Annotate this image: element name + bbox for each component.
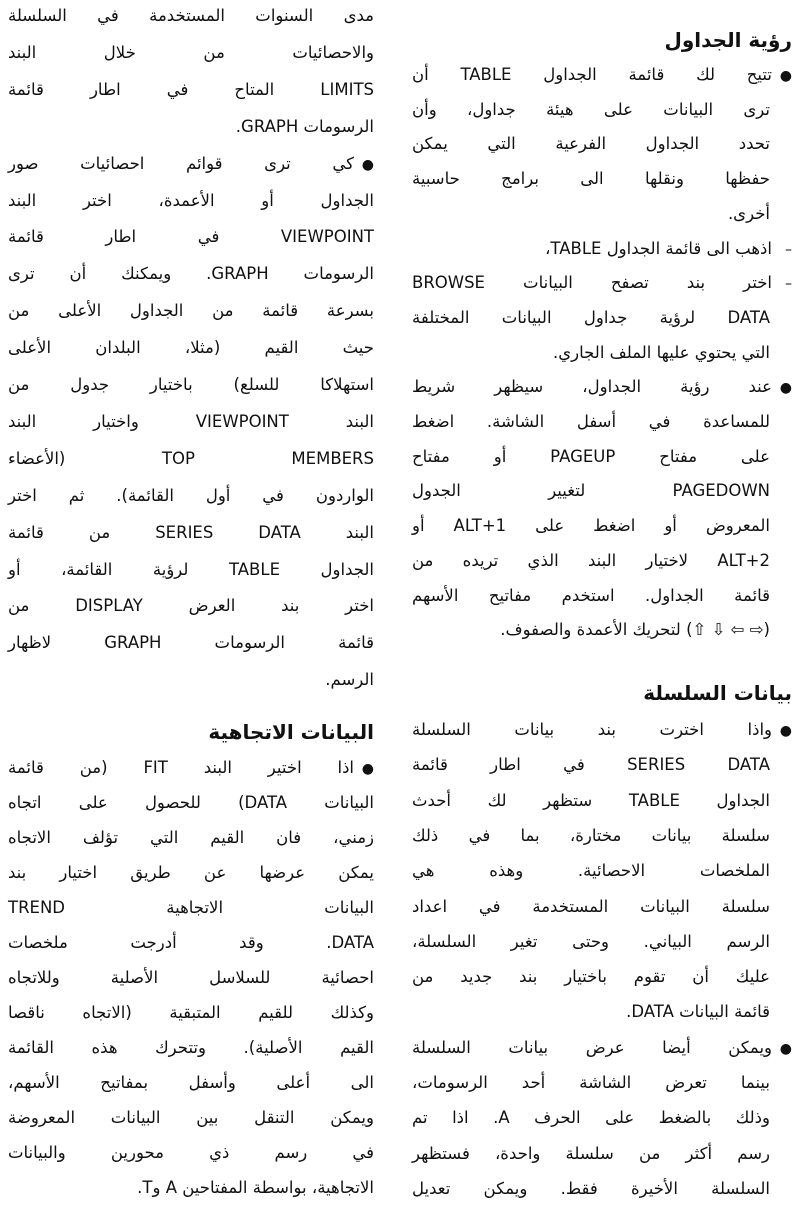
line-text: DATA. وقد أدرجت ملخصات: [8, 933, 374, 952]
line-text: عند رؤية الجداول، سيظهر شريط: [412, 377, 772, 397]
text-line: [8, 256, 374, 293]
text-line: [412, 613, 792, 648]
section-heading: البيانات الاتجاهية: [208, 720, 374, 744]
line-text: عليك أن تقوم باختيار بند جديد من: [412, 967, 770, 987]
text-line: [412, 853, 792, 888]
line-text: البند VIEWPOINT واختيار البند: [8, 411, 374, 431]
line-text: التي يحتوي عليها الملف الجاري.: [552, 342, 770, 362]
line-text: البند SERIES DATA من قائمة: [8, 522, 374, 542]
text-line: [412, 440, 792, 475]
text-line: [412, 1100, 792, 1135]
line-text: كي ترى قوائم احصائيات صور: [8, 153, 354, 173]
text-line: [412, 266, 792, 301]
text-line: [8, 441, 374, 478]
line-text: على مفتاح PAGEUP أو مفتاح: [412, 446, 770, 466]
text-line: [8, 1030, 374, 1065]
bullet-icon: ●: [779, 380, 792, 397]
line-text: LIMITS المتاح في اطار قائمة: [8, 79, 374, 99]
bullet-icon: ●: [779, 68, 792, 84]
text-line: [8, 293, 374, 330]
text-line: [412, 579, 792, 614]
text-line: [8, 785, 374, 820]
text-line: [412, 959, 792, 994]
section-heading: بيانات السلسلة: [643, 681, 792, 705]
text-line: [8, 183, 374, 220]
text-line: [412, 301, 792, 336]
text-line: [8, 1065, 374, 1100]
text-line: [412, 197, 792, 232]
text-line: [8, 146, 374, 183]
text-line: [8, 330, 374, 367]
text-line: [412, 474, 792, 509]
line-text: في رسم ذي محورين والبيانات: [8, 1143, 374, 1162]
line-text: والاحصائيات من خلال البند: [8, 42, 374, 62]
section-heading: رؤية الجداول: [664, 28, 792, 52]
line-text: الى أعلى وأسفل بمفاتيح الأسهم،: [8, 1073, 374, 1092]
text-line: [8, 750, 374, 785]
line-text: أخرى.: [727, 203, 770, 223]
line-text: اذهب الى قائمة الجداول TABLE،: [545, 238, 772, 258]
line-text: البيانات الاتجاهية TREND: [8, 898, 374, 917]
line-text: ALT+2 لاختيار البند الذي تريده من: [412, 550, 770, 570]
line-text: تتيح لك قائمة الجداول TABLE أن: [412, 65, 772, 84]
text-line: [412, 162, 792, 197]
text-line: [412, 127, 792, 162]
line-text: تحدد الجداول الفرعية التي يمكن: [412, 134, 770, 154]
line-text: احصائية للسلاسل الأصلية وللاتجاه: [8, 968, 374, 987]
bullet-icon: ●: [779, 1040, 792, 1057]
line-text: حيث القيم (مثلا، البلدان الأعلى: [8, 338, 374, 358]
text-line: [8, 0, 374, 35]
line-text: يمكن عرضها عن طريق اختيار بند: [8, 863, 374, 882]
text-line: [8, 1100, 374, 1135]
text-line: [412, 1030, 792, 1065]
text-line: [8, 662, 374, 699]
text-line: [8, 890, 374, 925]
line-text: الملخصات الاحصائية. وهذه هي: [412, 861, 770, 881]
text-line: [412, 818, 792, 853]
text-line: [412, 544, 792, 579]
text-line: [8, 1135, 374, 1170]
text-line: [412, 405, 792, 440]
text-line: [412, 889, 792, 924]
line-text: TOP MEMBERS (الأعضاء: [8, 448, 374, 468]
line-text: الجداول أو الأعمدة، اختر البند: [8, 190, 374, 210]
text-line: [8, 515, 374, 552]
text-line: [8, 820, 374, 855]
line-text: قائمة البيانات DATA.: [626, 1002, 770, 1022]
text-line: [412, 1136, 792, 1171]
line-text: رسم أكثر من سلسلة واحدة، فستظهر: [412, 1143, 770, 1163]
bullet-icon: ●: [361, 761, 375, 777]
text-line: [412, 924, 792, 959]
text-line: [412, 232, 792, 267]
text-line: [8, 109, 374, 146]
dash-marker: –: [785, 276, 792, 293]
text-line: [412, 370, 792, 405]
text-line: [412, 1065, 792, 1100]
line-text: السلسلة الأخيرة فقط. ويمكن تعديل: [412, 1178, 770, 1198]
line-text: اذا اختير البند FIT (من قائمة: [8, 758, 355, 777]
line-text: زمني، فان القيم التي تؤلف الاتجاه: [8, 828, 374, 847]
line-text: الرسومات GRAPH.: [235, 116, 374, 136]
dash-marker: –: [785, 241, 792, 258]
line-text: بينما تعرض الشاشة أحد الرسومات،: [412, 1073, 770, 1092]
line-text: البيانات DATA) للحصول على اتجاه: [8, 793, 374, 812]
text-line: [8, 72, 374, 109]
line-text: الجداول TABLE ستظهر لك أحدث: [412, 790, 770, 810]
text-line: [8, 552, 374, 589]
line-text: اختر بند تصفح البيانات BROWSE: [412, 273, 772, 293]
line-text: وكذلك للقيم المتبقية (الاتجاه ناقصا: [8, 1003, 374, 1022]
line-text: الاتجاهية، بواسطة المفتاحين A وT.: [137, 1178, 374, 1197]
text-line: [8, 588, 374, 625]
text-line: [8, 478, 374, 515]
text-line: [412, 58, 792, 93]
text-line: [412, 336, 792, 371]
line-text: PAGEDOWN لتغيير الجدول: [412, 481, 770, 501]
text-line: [8, 995, 374, 1030]
line-text: بسرعة قائمة من الجداول الأعلى من: [8, 301, 374, 321]
line-text: حفظها ونقلها الى برامج حاسبية: [412, 169, 770, 189]
line-text: الواردون في أول القائمة). ثم اختر: [8, 485, 374, 505]
text-line: [8, 625, 374, 662]
line-text: الجداول TABLE لرؤية القائمة، أو: [8, 559, 374, 579]
line-text: واذا اخترت بند بيانات السلسلة: [412, 720, 772, 739]
line-text: المعروض أو اضغط على ALT+1 أو: [412, 516, 770, 536]
line-text: استهلاكا للسلع) باختيار جدول من: [8, 375, 374, 394]
line-text: قائمة الرسومات GRAPH لاظهار: [8, 633, 374, 653]
line-text: للمساعدة في أسفل الشاشة. اضغط: [412, 412, 770, 431]
line-text: ترى البيانات على هيئة جداول، وأن: [412, 99, 770, 119]
line-text: قائمة الجداول. استخدم مفاتيح الأسهم: [412, 585, 770, 605]
text-line: [8, 960, 374, 995]
text-line: [412, 509, 792, 544]
line-text: وذلك بالضغط على الحرف A. اذا تم: [412, 1108, 770, 1128]
text-line: [412, 712, 792, 747]
line-text: اختر بند العرض DISPLAY من: [8, 596, 374, 616]
line-text: SERIES DATA في اطار قائمة: [412, 755, 770, 775]
line-text: الرسم.: [325, 670, 374, 690]
text-line: [412, 994, 792, 1029]
text-line: [8, 367, 374, 404]
text-line: [8, 1170, 374, 1205]
line-text: الرسم البياني. وحتى تغير السلسلة،: [412, 931, 770, 951]
text-line: [8, 35, 374, 72]
text-line: [412, 1171, 792, 1206]
line-text: سلسلة بيانات مختارة، بما في ذلك: [412, 825, 770, 845]
line-text: ويمكن أيضا عرض بيانات السلسلة: [412, 1037, 772, 1057]
text-line: [412, 747, 792, 782]
line-text: القيم الأصلية). وتتحرك هذه القائمة: [8, 1038, 374, 1057]
line-text: الرسومات GRAPH. ويمكنك أن ترى: [8, 264, 374, 284]
bullet-icon: ●: [779, 723, 792, 739]
line-text: سلسلة البيانات المستخدمة في اعداد: [412, 896, 770, 916]
bullet-icon: ●: [361, 156, 374, 173]
text-line: [8, 925, 374, 960]
line-text: VIEWPOINT في اطار قائمة: [8, 227, 374, 247]
line-text: مدى السنوات المستخدمة في السلسلة: [8, 6, 374, 25]
line-text: (⇨ ⇦ ⇩ ⇧) لتحريك الأعمدة والصفوف.: [500, 620, 770, 640]
text-line: [8, 219, 374, 256]
text-line: [412, 783, 792, 818]
text-line: [412, 93, 792, 128]
text-line: [8, 855, 374, 890]
line-text: ويمكن التنقل بين البيانات المعروضة: [8, 1108, 374, 1127]
line-text: DATA لرؤية جداول البيانات المختلفة: [412, 307, 770, 327]
text-line: [8, 404, 374, 441]
